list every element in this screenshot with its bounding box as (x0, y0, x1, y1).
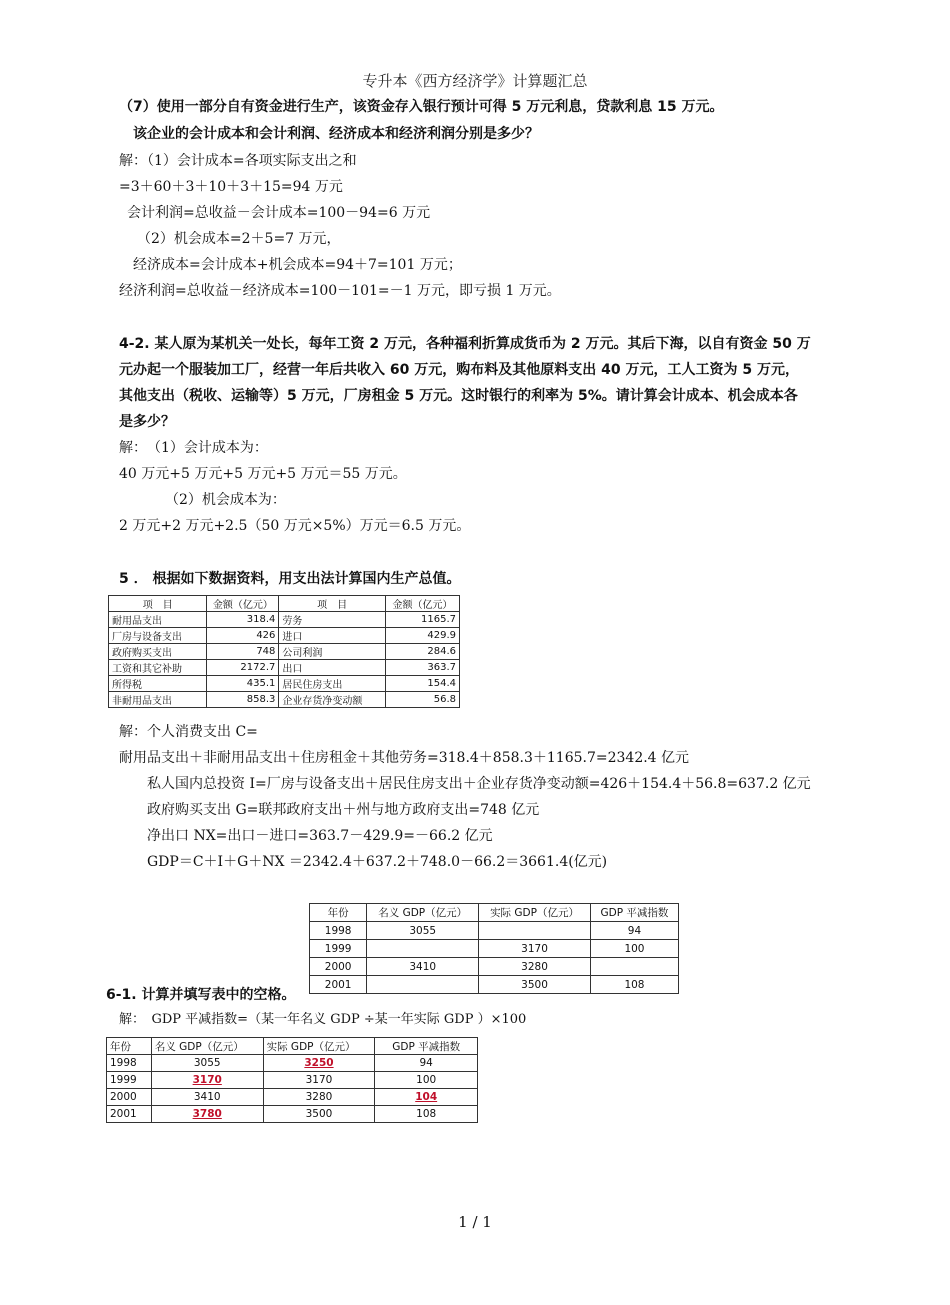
table-cell: 2172.7 (207, 660, 279, 676)
table-row (107, 1055, 478, 1072)
q5-solution-line: 耐用品支出＋非耐用品支出＋住房租金＋其他劳务=318.4＋858.3＋1165.7=2342.4 亿元 (119, 750, 690, 766)
table-header-cell: GDP 平减指数 (590, 904, 678, 922)
table-header-cell: 名义 GDP（亿元） (151, 1038, 263, 1055)
q42-solution-line: 2 万元+2 万元+2.5（50 万元×5%）万元＝6.5 万元。 (119, 518, 471, 534)
q61-question: 6-1. 计算并填写表中的空格。 (106, 987, 296, 1003)
table-cell: 318.4 (207, 612, 279, 628)
q7-solution-line: （2）机会成本=2＋5=7 万元， (137, 231, 341, 247)
q5-solution-line: GDP＝C＋I＋G＋NX ＝2342.4＋637.2＋748.0－66.2＝3661.4(亿元) (147, 854, 608, 870)
table-header-row (310, 904, 679, 922)
table-cell: 1998 (310, 922, 367, 940)
q5-solution-line: 净出口 NX=出口－进口=363.7－429.9=－66.2 亿元 (147, 828, 493, 844)
table-cell: 435.1 (207, 676, 279, 692)
table-cell: 154.4 (385, 676, 459, 692)
table-cell: 3410 (367, 958, 479, 976)
table-cell: 政府购买支出 (109, 644, 207, 660)
table-cell: 748 (207, 644, 279, 660)
table-cell: 426 (207, 628, 279, 644)
table-header-cell: 实际 GDP（亿元） (263, 1038, 375, 1055)
table-cell: 进口 (279, 628, 386, 644)
table-cell: 2001 (310, 976, 367, 994)
table-cell: 100 (590, 940, 678, 958)
table-cell (590, 958, 678, 976)
table-header-row (107, 1038, 478, 1055)
table-cell: 1999 (310, 940, 367, 958)
table-cell: 3055 (367, 922, 479, 940)
filled-answer-cell: 104 (375, 1089, 478, 1106)
table-cell: 厂房与设备支出 (109, 628, 207, 644)
table-cell: 2001 (107, 1106, 152, 1123)
table-row (109, 692, 460, 708)
table-cell: 94 (590, 922, 678, 940)
q7-solution-line: 经济利润=总收益－经济成本=100－101=－1 万元，即亏损 1 万元。 (119, 283, 561, 299)
table-cell: 公司利润 (279, 644, 386, 660)
table-cell (367, 940, 479, 958)
table-row (310, 976, 679, 994)
page-header: 专升本《西方经济学》计算题汇总 (362, 72, 588, 90)
table-header-cell: 名义 GDP（亿元） (367, 904, 479, 922)
page-number: 1 / 1 (458, 1213, 492, 1231)
q5-solution-line: 政府购买支出 G=联邦政府支出＋州与地方政府支出=748 亿元 (147, 802, 540, 818)
table-cell: 非耐用品支出 (109, 692, 207, 708)
q61-answer-table (106, 1037, 478, 1123)
table-cell: 3500 (263, 1106, 375, 1123)
q42-solution-line: （2）机会成本为： (165, 492, 286, 508)
q7-question-line1: （7）使用一部分自有资金进行生产，该资金存入银行预计可得 5 万元利息，贷款利息 15 万元。 (119, 99, 724, 115)
table-cell: 3170 (263, 1072, 375, 1089)
table-row (310, 940, 679, 958)
table-cell: 劳务 (279, 612, 386, 628)
table-cell (479, 922, 591, 940)
table-cell: 2000 (310, 958, 367, 976)
filled-answer-cell: 3780 (151, 1106, 263, 1123)
table-header-cell: 年份 (107, 1038, 152, 1055)
table-cell: 3410 (151, 1089, 263, 1106)
table-cell: 284.6 (385, 644, 459, 660)
table-row (107, 1072, 478, 1089)
q42-question-line: 是多少？ (119, 414, 175, 430)
table-header-row (109, 596, 460, 612)
q42-question-line: 4-2. 某人原为某机关一处长，每年工资 2 万元，各种福利折算成货币为 2 万元。其后下海，以自有资金 50 万 (119, 336, 811, 352)
table-cell: 工资和其它补助 (109, 660, 207, 676)
q61-solution-formula: 解： GDP 平减指数=（某一年名义 GDP ÷某一年实际 GDP ）×100 (119, 1012, 527, 1027)
table-cell: 3170 (479, 940, 591, 958)
table-header-cell: 金额（亿元） (207, 596, 279, 612)
table-row (109, 676, 460, 692)
table-row (109, 612, 460, 628)
table-cell: 3500 (479, 976, 591, 994)
q61-question-table (309, 903, 679, 994)
table-row (310, 958, 679, 976)
q5-solution-line: 解：个人消费支出 C= (119, 724, 258, 740)
table-cell: 所得税 (109, 676, 207, 692)
q7-solution-line: 解：（1）会计成本=各项实际支出之和 (119, 153, 357, 169)
table-row (107, 1106, 478, 1123)
table-cell: 2000 (107, 1089, 152, 1106)
q42-solution-line: 40 万元+5 万元+5 万元+5 万元＝55 万元。 (119, 466, 407, 482)
q5-question: 5 ． 根据如下数据资料，用支出法计算国内生产总值。 (119, 571, 461, 587)
table-cell: 100 (375, 1072, 478, 1089)
table-cell: 858.3 (207, 692, 279, 708)
table-header-cell: 项 目 (279, 596, 386, 612)
table-cell: 363.7 (385, 660, 459, 676)
q7-solution-line: 经济成本=会计成本+机会成本=94＋7=101 万元； (133, 257, 462, 273)
table-row (107, 1089, 478, 1106)
table-cell: 1998 (107, 1055, 152, 1072)
table-cell: 94 (375, 1055, 478, 1072)
table-cell: 1999 (107, 1072, 152, 1089)
table-cell: 出口 (279, 660, 386, 676)
q5-solution-line: 私人国内总投资 I=厂房与设备支出＋居民住房支出＋企业存货净变动额=426＋154.4＋56.8=637.2 亿元 (147, 776, 811, 792)
table-row (310, 922, 679, 940)
filled-answer-cell: 3170 (151, 1072, 263, 1089)
table-header-cell: 项 目 (109, 596, 207, 612)
table-row (109, 644, 460, 660)
q42-solution-line: 解： （1）会计成本为： (119, 440, 268, 456)
table-cell (367, 976, 479, 994)
table-cell: 居民住房支出 (279, 676, 386, 692)
table-row (109, 628, 460, 644)
q7-question-line2: 该企业的会计成本和会计利润、经济成本和经济利润分别是多少？ (133, 126, 539, 142)
q42-question-line: 元办起一个服装加工厂，经营一年后共收入 60 万元，购布料及其他原料支出 40 万元，工人工资为 5 万元， (119, 362, 799, 378)
table-cell: 429.9 (385, 628, 459, 644)
table-header-cell: 实际 GDP（亿元） (479, 904, 591, 922)
table-header-cell: 年份 (310, 904, 367, 922)
q5-data-table (108, 595, 460, 708)
table-cell: 108 (590, 976, 678, 994)
table-cell: 56.8 (385, 692, 459, 708)
table-cell: 企业存货净变动额 (279, 692, 386, 708)
table-cell: 3055 (151, 1055, 263, 1072)
filled-answer-cell: 3250 (263, 1055, 375, 1072)
table-cell: 1165.7 (385, 612, 459, 628)
q7-solution-line: =3＋60＋3＋10＋3＋15=94 万元 (119, 179, 343, 195)
table-cell: 3280 (479, 958, 591, 976)
table-cell: 耐用品支出 (109, 612, 207, 628)
table-row (109, 660, 460, 676)
table-header-cell: 金额（亿元） (385, 596, 459, 612)
table-cell: 3280 (263, 1089, 375, 1106)
table-header-cell: GDP 平减指数 (375, 1038, 478, 1055)
q7-solution-line: 会计利润=总收益－会计成本=100－94=6 万元 (127, 205, 431, 221)
q42-question-line: 其他支出（税收、运输等）5 万元，厂房租金 5 万元。这时银行的利率为 5%。请计算会计成本、机会成本各 (119, 388, 798, 404)
table-cell: 108 (375, 1106, 478, 1123)
